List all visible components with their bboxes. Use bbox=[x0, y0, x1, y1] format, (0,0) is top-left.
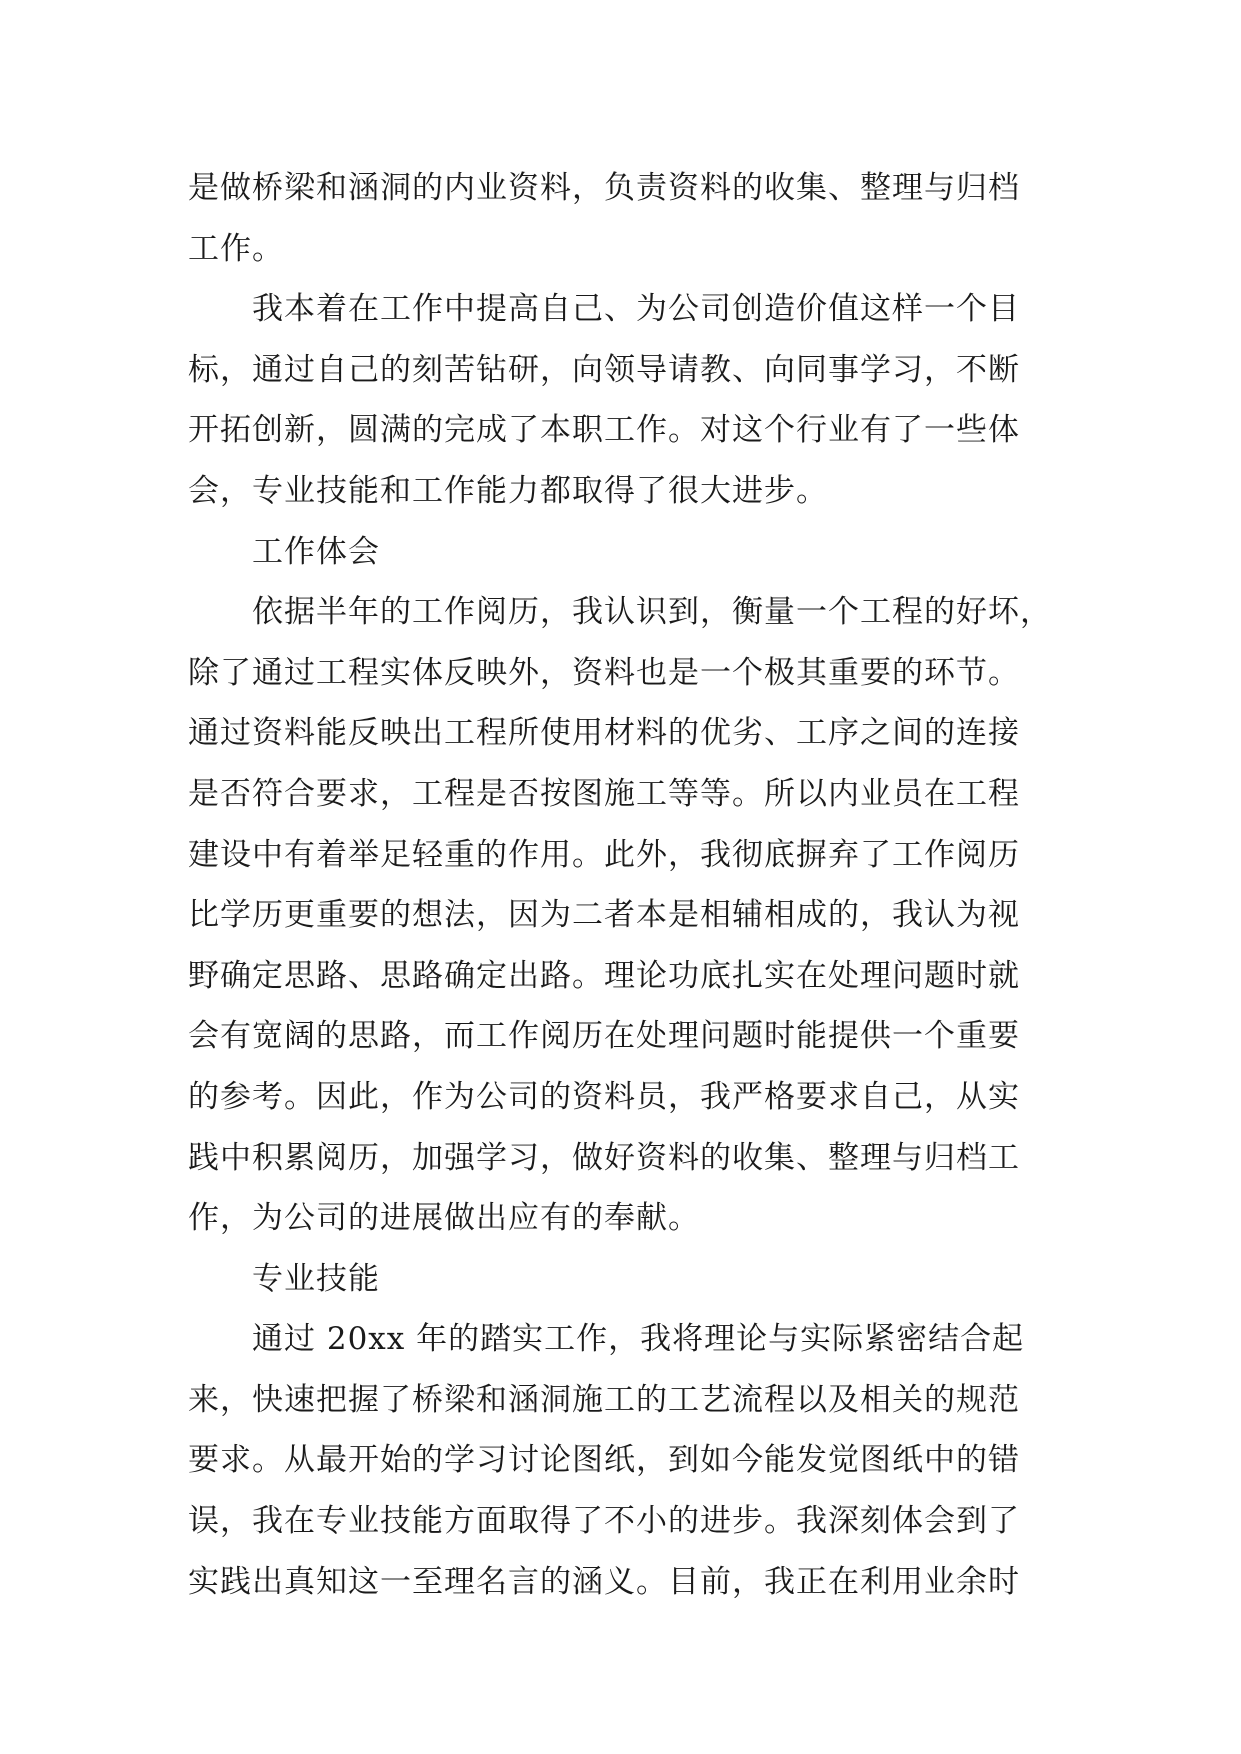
text-line: 是否符合要求，工程是否按图施工等等。所以内业员在工程 bbox=[188, 775, 1020, 812]
text-line: 要求。从最开始的学习讨论图纸，到如今能发觉图纸中的错 bbox=[188, 1442, 1020, 1479]
paragraph-start-line: 依据半年的工作阅历，我认识到，衡量一个工程的好坏， bbox=[252, 594, 1052, 631]
text-line: 除了通过工程实体反映外，资料也是一个极其重要的环节。 bbox=[188, 654, 1020, 691]
text-line: 建设中有着举足轻重的作用。此外，我彻底摒弃了工作阅历 bbox=[188, 836, 1020, 873]
section-heading-work-experience: 工作体会 bbox=[252, 533, 380, 570]
text-line: 野确定思路、思路确定出路。理论功底扎实在处理问题时就 bbox=[188, 957, 1020, 994]
text-line: 是做桥梁和涵洞的内业资料，负责资料的收集、整理与归档 bbox=[188, 170, 1020, 206]
section-heading-professional-skills: 专业技能 bbox=[252, 1260, 380, 1297]
text-line: 会有宽阔的思路，而工作阅历在处理问题时能提供一个重要 bbox=[188, 1018, 1020, 1055]
text-line: 作，为公司的进展做出应有的奉献。 bbox=[188, 1200, 700, 1237]
text-line: 实践出真知这一至理名言的涵义。目前，我正在利用业余时 bbox=[188, 1563, 1020, 1600]
text-line: 的参考。因此，作为公司的资料员，我严格要求自己，从实 bbox=[188, 1078, 1020, 1115]
text-line: 工作。 bbox=[188, 230, 284, 267]
text-line: 来，快速把握了桥梁和涵洞施工的工艺流程以及相关的规范 bbox=[188, 1381, 1020, 1418]
paragraph-start-line: 我本着在工作中提高自己、为公司创造价值这样一个目 bbox=[252, 291, 1020, 328]
document-body bbox=[188, 158, 1068, 1612]
text-line: 开拓创新，圆满的完成了本职工作。对这个行业有了一些体 bbox=[188, 412, 1020, 449]
text-line: 通过资料能反映出工程所使用材料的优劣、工序之间的连接 bbox=[188, 715, 1020, 752]
text-line: 误，我在专业技能方面取得了不小的进步。我深刻体会到了 bbox=[188, 1503, 1020, 1540]
paragraph-start-line: 通过 20xx 年的踏实工作，我将理论与实际紧密结合起 bbox=[252, 1321, 1025, 1358]
text-line: 会，专业技能和工作能力都取得了很大进步。 bbox=[188, 472, 828, 509]
text-line: 标，通过自己的刻苦钻研，向领导请教、向同事学习，不断 bbox=[188, 351, 1020, 388]
text-line: 比学历更重要的想法，因为二者本是相辅相成的，我认为视 bbox=[188, 897, 1020, 934]
text-line: 践中积累阅历，加强学习，做好资料的收集、整理与归档工 bbox=[188, 1139, 1020, 1176]
